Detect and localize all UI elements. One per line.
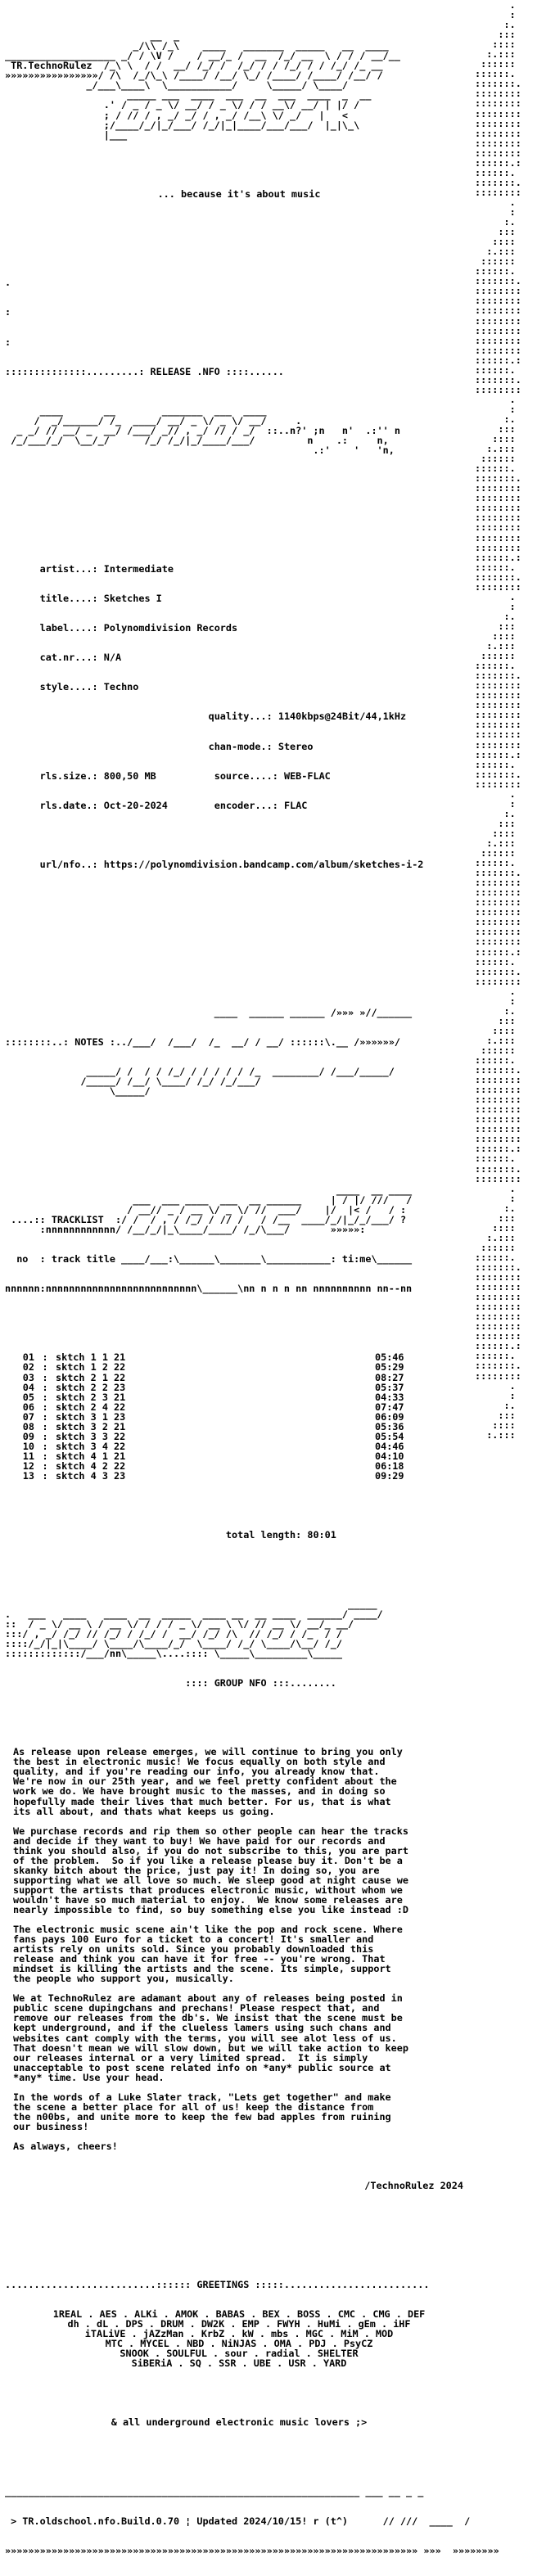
greetings-line: 1REAL . AES . ALKi . AMOK . BABAS . BEX . BOSS . CMC . CMG . DEF [52, 2308, 426, 2320]
logo-art-line: »»»»»»»»»»»»»»»»/ /\ /_/\_\ /____/ /__/ \_/ /____/ /____/ /__/ / [5, 70, 395, 82]
right-border-art: . : :. ::: :::: :.::: :::::: ::::::. :::::::. :::::::: :::::::: :::::::: :::::::: :::::::: :::::::: :::::::: ::::::.: ::::::. :::::::. :::::::: . : :. ::: :::: :.::: :::::: ::::::. :::::::. :::::::: :::::::: :::::::: :::::::: :::::::: :::::::: :::::::: ::::::.: ::::::. :::::::. :::::::: . : :. ::: :::: :.::: :::::: ::::::. :::::::. :::::::: :::::::: :::::::: :::::::: :::::::: :::::::: :::::::: ::::::.: ::::::. :::::::. :::::::: . : :. ::: :::: :.::: :::::: ::::::. :::::::. :::::::: :::::::: :::::::: :::::::: :::::::: :::::::: :::::::: ::::::.: ::::::. :::::::. :::::::: . : :. ::: :::: :.::: :::::: ::::::. :::::::. :::::::: :::::::: :::::::: :::::::: :::::::: :::::::: :::::::: ::::::.: ::::::. :::::::. :::::::: . : :. ::: :::: :.::: :::::: ::::::. :::::::. :::::::: :::::::: :::::::: :::::::: :::::::: :::::::: :::::::: ::::::.: ::::::. :::::::. :::::::: . : :. ::: :::: :.::: :::::: ::::::. :::::::. :::::::: :::::::: :::::::: :::::::: :::::::: :::::::: :::::::: ::::::.: ::::::. :::::::. :::::::: . : :. ::: :::: :.::: [475, 0, 521, 1441]
track-length: 04:46 [375, 1440, 404, 1452]
track-number: 11 [22, 1450, 34, 1462]
track-number: 06 [22, 1401, 34, 1413]
track-separator: : [42, 1410, 48, 1423]
track-length: 05:36 [375, 1420, 404, 1432]
greetings-heading: ..........................:::::: GREETINGS :::::......................... [5, 2278, 430, 2290]
greetings-line: iTALiVE . jAZzMan . KrbZ . kW . mbs . MGC . MiM . MOD [84, 2327, 394, 2339]
release-art-line: /_/___/_/ \__/_/ /_/ /_/|_/____/___/ n .: n, [5, 435, 389, 447]
tracklist-art-line: :nnnnnnnnnnnn/ /__/_/|_\____/____/ /_/\___/ »»»»»: [5, 1223, 366, 1235]
track-title: sktch 2 4 22 [56, 1401, 126, 1413]
logo-art-line: TR.TechnoRulez /_\ \ / / __/ /_/ / /_/ / / /_/ / / /_/ /_ __ [5, 60, 395, 72]
track-separator: : [42, 1381, 48, 1393]
greetings-line: SNOOK . SOULFUL . sour . radial . SHELTER [120, 2347, 359, 2359]
group-paragraph: We purchase records and rip them so other people can hear the tracks and decide if they want to buy! We have paid for our records and think you should also, if you do not subscribe to this, you are part of the problem. So if you like a release please buy it. Don't be a skanky bitch about the price, just pay it! In doing so, you are supporting what we all love so much. We sleep good at night cause we support the artists that produces electronic music, without whom we wouldn't have so much material to enjoy. We know some releases are nearly impossible to find, so buy something else you like instead :D [13, 1825, 408, 1915]
source-value: WEB-FLAC [283, 769, 331, 782]
chanmode-row: chan-mode.: Stereo [208, 740, 314, 752]
logo-art-line: |___ [5, 129, 377, 141]
logo-art-line: _/\\ /_\ ____ _______ _____ __ ____ [5, 40, 413, 52]
track-title: sktch 3 1 23 [56, 1410, 126, 1423]
url-row: url/nfo..: https://polynomdivision.bandcamp.com/album/sketches-i-2 [39, 859, 424, 871]
track-number: 10 [22, 1440, 34, 1452]
track-length: 05:37 [375, 1381, 404, 1393]
notes-art-line: _____/ / / / /_/ / / / / / /_ ________/ /___/_____/ [5, 1066, 395, 1078]
track-number: 08 [22, 1420, 34, 1432]
track-length: 05:54 [375, 1430, 404, 1442]
track-length: 06:09 [375, 1410, 404, 1423]
group-paragraph: As release upon release emerges, we will continue to bring you only the best in electronic music! We focus equally on both style and quality, and if you're reading our info, you already know that. We're now in our 25th year, and we feel pretty confident about the work we do. We have brought music to the masses, and in doing so hopefully made their lives that much better. For us, that is what its all about, and thats what keeps us going. [13, 1746, 403, 1817]
group-paragraph: We at TechnoRulez are adamant about any of releases being posted in public scene dupingchans and prechans! Please respect that, and remove our releases from the db's. We insist that the scene must be kept underground, and if the clueless lamers using such chans and websites cant comply with the terms, you will see alot less of us. That doesn't mean we will slow down, but we will take action to keep our releases internal or a very limited spread. It is simply unacceptable to post scene related info on *any* public source at *any* time. Use your head. [13, 1992, 408, 2083]
tracklist-art-line: ....:: TRACKLIST :/ / / , / /_/ / // / / /__ ____/_/|_/_/___/ ? [5, 1213, 407, 1225]
track-title: sktch 1 1 21 [56, 1351, 126, 1364]
notes-art-line: /_____/ /__/ \____/ /_/ /_/___/ [5, 1076, 261, 1088]
footer-build-line: > TR.oldschool.nfo.Build.0.70 ¦ Updated 2024/10/15! r (t^) // /// ____ / [5, 2515, 471, 2527]
greetings-line: MTC . MYCEL . NBD . NiNJAS . OMA . PDJ . PsyCZ [105, 2337, 373, 2349]
release-deco-art [5, 406, 473, 455]
release-info [5, 544, 473, 890]
quality-row: quality...: 1140kbps@24Bit/44,1kHz [208, 711, 407, 723]
track-title: sktch 2 3 21 [56, 1391, 126, 1403]
group-art-line: :::::::::::::/___/nn\_____\....:::: \_____\_________\_____ [5, 1647, 342, 1659]
track-length: 07:47 [375, 1401, 404, 1413]
track-length: 06:18 [375, 1459, 404, 1472]
group-art-line: _____ [5, 1598, 377, 1610]
footer-rule-bottom: »»»»»»»»»»»»»»»»»»»»»»»»»»»»»»»»»»»»»»»»»»»»»»»»»»»»»»»»»»»»»»»»»»»»»»» »»» »»»»»»»» [5, 2544, 499, 2556]
total-length-label: total length: [225, 1529, 302, 1541]
date-value: Oct-20-2024 [103, 799, 168, 811]
label-row: label....: Polynomdivision Records [39, 621, 238, 634]
date-encoder-row: rls.date.: Oct-20-2024 encoder...: FLAC [39, 799, 308, 811]
track-length: 04:33 [375, 1391, 404, 1403]
track-title: sktch 2 1 22 [56, 1371, 126, 1383]
style-row: style....: Techno [39, 681, 139, 693]
logo-art-line: _____ ___ ____ ___ __ ___ ____ _ __ [5, 89, 383, 102]
notes-art-line: \_____/ [5, 1085, 151, 1098]
track-title: sktch 3 3 22 [56, 1430, 126, 1442]
greetings-list [5, 2309, 473, 2368]
track-number: 13 [22, 1469, 34, 1482]
track-list [5, 1352, 473, 1481]
tracklist-rule: nnnnnn:nnnnnnnnnnnnnnnnnnnnnnnnnn\______\nn n n n nn nnnnnnnnnn nn--nn [5, 1283, 413, 1295]
track-number: 04 [22, 1381, 34, 1393]
tracklist-art-line: / __// _ / __ \/ _ \/ // ___/ |/ |< / / : [5, 1203, 407, 1216]
group-art-line: :: / _ \/ __ \ / __ \/ / / / _ \/ __ \ \/ // __ \/ __/_ __/ [5, 1617, 354, 1630]
release-art-line: / _/______/ /_ ____/ __/ _ \/ _ \/ __/ . [5, 414, 302, 426]
group-art-line: . ___ ____ ____ __ _____ ____ __ __ ____ ______/ ____/ [5, 1608, 383, 1620]
notes-heading: ::::::::..: NOTES :../___/ /___/ /_ __/ / __/ ::::::\.__ /»»»»»»/ [5, 1035, 400, 1048]
total-length-row [5, 1530, 473, 1540]
track-separator: : [42, 1371, 48, 1383]
group-paragraph: As always, cheers! [13, 2140, 118, 2152]
track-row [5, 1471, 473, 1481]
encoder-value: FLAC [283, 799, 308, 811]
track-separator: : [42, 1420, 48, 1432]
track-title: sktch 1 2 22 [56, 1361, 126, 1374]
track-separator: : [42, 1440, 48, 1452]
header-logo-art [5, 31, 473, 140]
track-title: sktch 2 2 23 [56, 1381, 126, 1393]
track-separator: : [42, 1401, 48, 1413]
track-number: 03 [22, 1371, 34, 1383]
release-url-link[interactable]: https://polynomdivision.bandcamp.com/album/sketches-i-2 [103, 859, 424, 871]
label-value: Polynomdivision Records [103, 621, 238, 634]
tracklist-art-line: ____ __ ____ [5, 1184, 413, 1196]
tracklist-art-line: ___ ___ ____ ___ __ ______ | / |/ /// / [5, 1193, 413, 1206]
track-separator: : [42, 1459, 48, 1472]
track-title: sktch 4 2 22 [56, 1459, 126, 1472]
track-title: sktch 4 1 21 [56, 1450, 126, 1462]
track-separator: : [42, 1391, 48, 1403]
track-number: 05 [22, 1391, 34, 1403]
release-art-line: _ _/ // __/ _ __/ /___/ _// , _/ // / _/ ::..n?' ;n n' .:'' n [5, 425, 400, 437]
greetings-line: dh . dL . DPS . DRUM . DW2K . EMP . FWYH . HuMi . gEm . iHF [67, 2317, 411, 2330]
track-number: 09 [22, 1430, 34, 1442]
track-length: 04:10 [375, 1450, 404, 1462]
group-paragraph: The electronic music scene ain't like the pop and rock scene. Where fans pays 100 Euro for a ticket to a concert! It's smaller and artists rely on units sold. Since you probably downloaded this release and think you can have it for free -- you're wrong. That mindset is killing the artists and the scene. Its simple, support the people who support you, musically. [13, 1924, 403, 1985]
artist-row: artist...: Intermediate [39, 562, 174, 575]
track-length: 05:29 [375, 1361, 404, 1374]
release-heading: ::::::::::::::.........: RELEASE .NFO ::::...... [5, 365, 284, 377]
track-title: sktch 3 2 21 [56, 1420, 126, 1432]
group-paragraph: In the words of a Luke Slater track, "Lets get together" and make the scene a better place for all of us! keep the distance from the n00bs, and unite more to keep the few bad apples from ruining our business! [13, 2091, 391, 2132]
notes-art [5, 1067, 473, 1096]
track-row [5, 1383, 473, 1392]
track-number: 01 [22, 1351, 34, 1364]
track-separator: : [42, 1430, 48, 1442]
style-value: Techno [103, 681, 139, 693]
size-source-row: rls.size.: 800,50 MB source....: WEB-FLAC [39, 769, 331, 782]
track-separator: : [42, 1450, 48, 1462]
logo-art-line: ___________________ _/ / \V / / __/_ / __ /_/ __ \ / / / __/__ [5, 50, 407, 62]
track-row [5, 1402, 473, 1412]
logo-art-line: .' / _ / _ \/ __/ / _ \/ / / __\/ __/ | |/ / [5, 99, 377, 111]
catnr-row: cat.nr...: N/A [39, 652, 122, 664]
total-length-value: 80:01 [307, 1529, 336, 1541]
release-art-line: ____ __ _______ ___ ____ [5, 404, 267, 417]
title-value: Sketches I [103, 592, 162, 604]
track-row [5, 1392, 473, 1402]
group-heading: :::: GROUP NFO :::........ [185, 1676, 336, 1689]
tracklist-header-row: no : track title ____/___:\______\_______\___________: ti:me\______ [5, 1252, 413, 1265]
artist-value: Intermediate [103, 562, 174, 575]
group-art-line: :::/ , _/ /_/ // /_/ / /_/ / __/ /_/ /\ // /_/ / /_ / / [5, 1627, 342, 1640]
track-separator: : [42, 1469, 48, 1482]
track-length: 08:27 [375, 1371, 404, 1383]
track-separator: : [42, 1351, 48, 1364]
title-row: title....: Sketches I [39, 592, 162, 604]
track-title: sktch 3 4 22 [56, 1440, 126, 1452]
notes-art-top: ____ ______ ______ /»»» »//______ [5, 1006, 413, 1018]
track-separator: : [42, 1361, 48, 1374]
track-row [5, 1412, 473, 1422]
tracklist-art [5, 1185, 473, 1234]
track-length: 09:29 [375, 1469, 404, 1482]
logo-art-line: ; / // / , _/ _/ / , _/ /__\ \/ _/ | < [5, 109, 372, 121]
group-art-line: ::::/_/|_|\____/ \____/\____/_/ \____/ /_/ \____/\__/ /_/ [5, 1637, 342, 1649]
track-number: 12 [22, 1459, 34, 1472]
track-number: 02 [22, 1361, 34, 1374]
logo-art-line: ;/____/_/|_/___/ /_/|_|____/___/___/ |_|\_\ [5, 119, 377, 131]
quality-value: 1140kbps@24Bit/44,1kHz [278, 711, 407, 723]
size-value: 800,50 MB [103, 769, 156, 782]
footer-rule-top: _____________________________________________________________ ___ __ _ _ [5, 2485, 424, 2497]
group-signature: /TechnoRulez 2024 [364, 2180, 463, 2192]
track-row [5, 1422, 473, 1432]
track-row [5, 1373, 473, 1383]
track-number: 07 [22, 1410, 34, 1423]
greetings-closing: & all underground electronic music lovers ;> [111, 2416, 368, 2429]
chanmode-value: Stereo [278, 740, 314, 752]
logo-art-line: _/___\____\ \___________/ \_____/ \____/ [5, 79, 395, 92]
logo-art-line: __ _ [5, 30, 435, 43]
track-row [5, 1362, 473, 1372]
track-length: 05:46 [375, 1351, 404, 1364]
track-title: sktch 4 3 23 [56, 1469, 126, 1482]
nfo-main-column: __ _ _/\\ /_\ ____ _______ _____ __ ____ ___________________ _/ / \V / / __/_ / __ /_/ __ \ / / / __/__ TR.TechnoRulez /_\ \ / / __/ /_/ / /_/ / / /_/ / / /_/ /_ __ »»»»»»»»»»»»»»»»/ /\ /_/\_\ /____/ /__/ \_/ /____/ /____/ /__/ / _/___\____\ \___________/ \_____/ \____/ _____ ___ ____ ___ __ ___ ____ _ __ .' / _ / _ \/ __/ / _ \/ / / __\/ __/ | |/ / ; / // / , _/ _/ / , _/ /__\ \/ _/ | < ;/____/_/|_/___/ /_/|_|____/___/___/ |_|\_\ |___ ... because it's about music . : : ::::::::::::::.........: RELEASE .NFO ::::...... ____ __ _______ ___ ____ / _/______/ /_ ____/ __/ _ \/ _ \/ __/ . _ _/ // __/ _ __/ /___/ _// , _/ // / _/ ::..n?' ;n n' .:'' n /_/___/_/ \__/_/ /_/ /_/|_/____/___/ n .: n, .:' ' 'n, artist...: Intermediate title....: Sketches I label....: Polynomdivision Records cat.nr...: N/A style....: Techno quality...: 1140kbps@24Bit/44,1kHz chan-mode.: Stereo rls.size.: 800,50 MB source....: WEB-FLAC rls.date.: Oct-20-2024 encoder...: FLAC url/nfo..: https://polynomdivision.bandcamp.com/album/sketches-i-2 ____ ______ ______ /»»» »//______ ::::::::..: NOTES :../___/ /___/ /_ __/ / __/ ::::::\.__ /»»»»»»/ _____/ / / / /_/ / / / / / /_ ________/ /___/_____/ /_____/ /__/ \____/ /_/ /_/___/ \_____/ ____ __ ____ ___ ___ ____ ___ __ ______ | / |/ /// / / __// _ / __ \/ _ \/ // ___/ |/ |< / / : ....:: TRACKLIST :/ / / , / /_/ / // / / /__ ____/_/|_/_/___/ ? :nnnnnnnnnnnn/ /__/_/|_\____/____/ /_/\___/ »»»»»: no : track title ____/___:\______\_______\___________: ti:me\______ nnnnnn:nnnnnnnnnnnnnnnnnnnnnnnnnn\______\nn n n n nn nnnnnnnnnn nn--nn 01 : sktch 1 1 21 05:46 02 : sktch 1 2 22 05:29 03 : sktch 2 1 22 08:27 04 : sktch 2 2 23 05:37 05 : sktch 2 3 21 04:33 06 : sktch 2 4 22 07:47 07 : sktch 3 1 23 06:09 08 : sktch 3 2 21 05:36 09 : sktch 3 3 22 05:54 10 : sktch 3 4 22 04:46 11 : sktch 4 1 21 04:10 12 : sktch 4 2 22 06:18 13 : sktch 4 3 23 09:29 total length: 80:01 _____ . ___ ____ ____ __ _____ ____ __ __ ____ ______/ ____/ :: / _ \/ __ \ / __ \/ / / / _ \/ __ \ \/ // __ \/ __/_ __/ :::/ , _/ /_/ // /_/ / /_/ / __/ /_/ /\ // /_/ / /_ / / ::::/_/|_|\____/ \____/\____/_/ \____/ /_/ \____/\__/ /_/ :::::::::::::/___/nn\_____\....:::: \_____\_________\_____ :::: GROUP NFO :::........ As release upon release emerges, we will continue to bring you only the best in electronic music! We focus equally on both style and quality, and if you're reading our info, you already know that. We're now in our 25th year, and we feel pretty confident about the work we do. We have brought music to the masses, and in doing so hopefully made their lives that much better. For us, that is what its all about, and thats what keeps us going. We purchase records and rip them so other people can hear the tracks and decide if they want to buy! We have paid for our records and think you should also, if you do not subscribe to this, you are part of the problem. So if you like a release please buy it. Don't be a skanky bitch about the price, just pay it! In doing so, you are supporting what we all love so much. We sleep good at night cause we support the artists that produces electronic music, without whom we wouldn't have so much material to enjoy. We know some releases are nearly impossible to find, so buy something else you like instead :D The electronic music scene ain't like the pop and rock scene. Where fans pays 100 Euro for a ticket to a concert! It's smaller and artists rely on units sold. Since you probably downloaded this release and think you can have it for free -- you're wrong. That mindset is killing the artists and the scene. Its simple, support the people who support you, musically. We at TechnoRulez are adamant about any of releases being posted in public scene dupingchans and prechans! Please respect that, and remove our releases from the db's. We insist that the scene must be kept underground, and if the clueless lamers using such chans and websites cant comply with the terms, you will see alot less of us. That doesn't mean we will slow down, but we will take action to keep our releases internal or a very limited spread. It is simply unacceptable to post scene related info on *any* public source at *any* time. Use your head. In the words of a Luke Slater track, "Lets get together" and make the scene a better place for all of us! keep the distance from the n00bs, and unite more to keep the few bad apples from ruining our business! As always, cheers! /TechnoRulez 2024 ..........................:::::: GREETINGS :::::......................... 1REAL . AES . ALKi . AMOK . BABAS . BEX . BOSS . CMC . CMG . DEF dh . dL . DPS . DRUM . DW2K . EMP . FWYH . HuMi . gEm . iHF iTALiVE . jAZzMan . KrbZ . kW . mbs . MGC . MiM . MOD MTC . MYCEL . NBD . NiNJAS . OMA . PDJ . PsyCZ SNOOK . SOULFUL . sour . radial . SHELTER SiBERiA . SQ . SSR . UBE . USR . YARD & all underground electronic music lovers ;> _____________________________________________________________ ___ __ _ _ > TR.oldschool.nfo.Build.0.70 ¦ Updated 2024/10/15! r (t^) // /// ____ / »»»»»»»»»»»»»»»»»»»»»»»»»»»»»»»»»»»»»»»»»»»»»»»»»»»»»»»»»»»»»»»»»»»»»»» »»» »»»»»»»» [5, 30, 499, 2556]
release-art-line: .:' ' 'n, [5, 444, 395, 457]
group-text [5, 1747, 473, 2151]
catnr-value: N/A [103, 652, 122, 664]
group-art [5, 1599, 473, 1658]
tagline: ... because it's about music [157, 187, 321, 200]
greetings-line: SiBERiA . SQ . SSR . UBE . USR . YARD [131, 2357, 347, 2369]
